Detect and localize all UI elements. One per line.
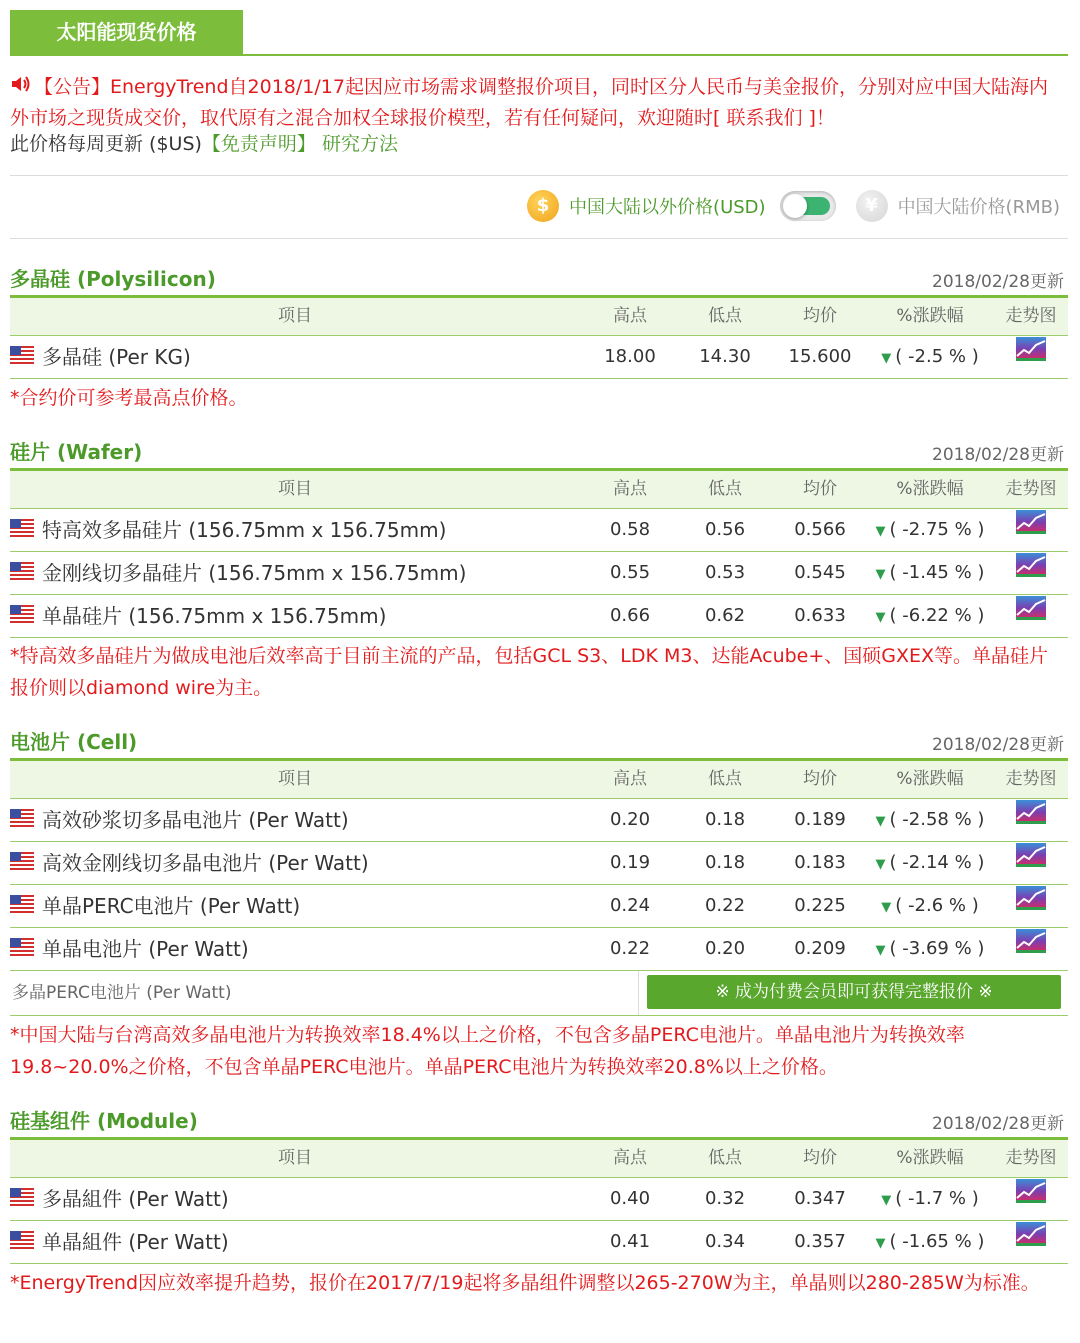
section-title: 硅基组件 (Module) [10,1109,198,1133]
row-label: 金刚线切多晶硅片 (156.75mm x 156.75mm) [42,561,467,585]
down-arrow-icon: ▼ [875,610,886,625]
table-header [10,1140,1068,1178]
down-arrow-icon: ▼ [875,857,886,872]
currency-toggle-area [527,188,1060,224]
row-name [10,1221,229,1263]
row-change [870,885,990,929]
page-title: 太阳能现货价格 [10,10,243,54]
footnote: *中国大陆与台湾高效多晶电池片为转换效率18.4%以上之价格，不包含多晶PERC电池片。单晶电池片为转换效率19.8~20.0%之价格，不包含单晶PERC电池片。单晶PERC电池片为转换效率20.8%以上之价格。 [10,1024,965,1078]
table-header [10,471,1068,509]
table-row [10,552,1068,595]
table-row [10,928,1068,971]
row-low: 0.32 [704,1188,746,1209]
section-cell [10,726,1068,1016]
row-name [10,552,466,594]
row-low: 0.20 [704,938,746,959]
usd-price-label[interactable]: 中国大陆以外价格(USD) [569,197,766,218]
row-change-value: ( -2.6 % ) [895,895,979,916]
table-row [10,1178,1068,1221]
us-flag-icon [10,885,34,927]
us-flag-icon [10,552,34,594]
trend-chart-icon[interactable] [1000,552,1062,594]
disclaimer-link[interactable]: 【免责声明】 [201,133,316,155]
row-label: 单晶組件 (Per Watt) [42,1230,229,1254]
us-flag-icon [10,1178,34,1220]
row-change-value: ( -2.5 % ) [895,346,979,367]
locked-row [10,971,1068,1016]
row-label: 单晶电池片 (Per Watt) [42,937,249,961]
col-trend: 走势图 [1005,769,1057,789]
row-low: 0.22 [704,895,746,916]
divider [10,238,1068,239]
row-low: 14.30 [699,346,751,367]
section-wafer [10,436,1068,636]
section-date: 2018/02/28更新 [932,1114,1064,1134]
trend-chart-icon[interactable] [1000,885,1062,927]
down-arrow-icon: ▼ [881,1193,892,1208]
trend-chart-icon[interactable] [1000,336,1062,378]
row-high: 0.66 [609,605,651,626]
row-low: 0.18 [704,852,746,873]
row-high: 0.40 [609,1188,651,1209]
down-arrow-icon: ▼ [875,524,886,539]
speaker-icon [10,72,34,103]
table-row [10,885,1068,928]
col-high: 高点 [613,1148,647,1168]
section-polysilicon [10,263,1068,369]
col-high: 高点 [613,769,647,789]
row-avg: 0.357 [794,1231,846,1252]
trend-chart-icon[interactable] [1000,842,1062,884]
table-row [10,1221,1068,1264]
row-change [870,595,990,639]
row-avg: 0.633 [794,605,846,626]
row-avg: 0.183 [794,852,846,873]
update-frequency: 此价格每周更新 ($US) [10,133,202,155]
us-flag-icon [10,336,34,378]
row-name [10,799,349,841]
row-label: 单晶PERC电池片 (Per Watt) [42,894,301,918]
table-row [10,509,1068,552]
row-change [870,509,990,553]
col-low: 低点 [708,1148,742,1168]
row-change-value: ( -6.22 % ) [889,605,985,626]
row-label: 多晶組件 (Per Watt) [42,1187,229,1211]
col-avg: 均价 [803,479,837,499]
col-high: 高点 [613,479,647,499]
col-high: 高点 [613,306,647,326]
col-item: 项目 [278,769,312,789]
col-low: 低点 [708,479,742,499]
col-avg: 均价 [803,306,837,326]
currency-toggle-switch[interactable] [780,191,836,221]
row-low: 0.53 [704,562,746,583]
col-change: %涨跌幅 [896,479,964,499]
divider [638,971,639,1015]
col-low: 低点 [708,306,742,326]
row-change-value: ( -2.75 % ) [889,519,985,540]
row-high: 0.20 [609,809,651,830]
become-member-button[interactable]: ※ 成为付费会员即可获得完整报价 ※ [647,975,1061,1009]
row-name [10,928,249,970]
down-arrow-icon: ▼ [881,351,892,366]
col-avg: 均价 [803,769,837,789]
section-module [10,1105,1068,1265]
us-flag-icon [10,1221,34,1263]
row-label: 单晶硅片 (156.75mm x 156.75mm) [42,604,387,628]
row-change [870,928,990,972]
row-low: 0.18 [704,809,746,830]
row-name [10,842,369,884]
down-arrow-icon: ▼ [875,814,886,829]
row-high: 0.41 [609,1231,651,1252]
trend-chart-icon[interactable] [1000,509,1062,551]
row-avg: 0.347 [794,1188,846,1209]
section-date: 2018/02/28更新 [932,445,1064,465]
row-change-value: ( -2.58 % ) [889,809,985,830]
row-name [10,885,300,927]
row-name [10,595,386,637]
row-change-value: ( -2.14 % ) [889,852,985,873]
row-avg: 0.189 [794,809,846,830]
table-row [10,336,1068,379]
row-label: 高效砂浆切多晶电池片 (Per Watt) [42,808,349,832]
col-trend: 走势图 [1005,1148,1057,1168]
yuan-coin-icon: ¥ [856,190,888,222]
contact-us-link[interactable]: [ 联系我们 ] [713,107,816,129]
table-row [10,799,1068,842]
row-high: 18.00 [604,346,656,367]
announcement-end: ！ [815,107,835,129]
table-header [10,298,1068,336]
table-row [10,842,1068,885]
col-item: 项目 [278,1148,312,1168]
col-change: %涨跌幅 [896,306,964,326]
header-bar [10,10,1068,56]
update-info [10,129,398,160]
row-avg: 0.566 [794,519,846,540]
col-avg: 均价 [803,1148,837,1168]
dollar-coin-icon: $ [527,190,559,222]
us-flag-icon [10,595,34,637]
row-high: 0.24 [609,895,651,916]
row-change [870,1221,990,1265]
row-change [870,1178,990,1222]
row-label: 高效金刚线切多晶电池片 (Per Watt) [42,851,369,875]
us-flag-icon [10,799,34,841]
announcement [10,72,1060,134]
row-change-value: ( -1.45 % ) [889,562,985,583]
announcement-text: 【公告】EnergyTrend自2018/1/17起因应市场需求调整报价项目，同时区分人民币与美金报价，分别对应中国大陆海内外市场之现货成交价，取代原有之混合加权全球报价模型，若有任何疑问，欢迎随时 [10,76,1048,129]
locked-row-label: 多晶PERC电池片 (Per Watt) [12,983,232,1003]
toggle-knob [783,194,807,218]
trend-chart-icon[interactable] [1000,799,1062,841]
down-arrow-icon: ▼ [875,1236,886,1251]
row-change-value: ( -3.69 % ) [889,938,985,959]
row-avg: 0.209 [794,938,846,959]
row-name [10,336,191,378]
row-label: 特高效多晶硅片 (156.75mm x 156.75mm) [42,518,447,542]
col-trend: 走势图 [1005,306,1057,326]
section-title: 电池片 (Cell) [10,730,138,754]
row-name [10,1178,229,1220]
col-item: 项目 [278,479,312,499]
row-avg: 15.600 [788,346,852,367]
us-flag-icon [10,509,34,551]
section-date: 2018/02/28更新 [932,272,1064,292]
row-change [870,842,990,886]
table-row [10,595,1068,638]
footnote: *特高效多晶硅片为做成电池后效率高于目前主流的产品，包括GCL S3、LDK M3、达能Acube+、国硕GXEX等。单晶硅片报价则以diamond wire为主。 [10,645,1049,699]
col-change: %涨跌幅 [896,769,964,789]
row-high: 0.55 [609,562,651,583]
section-title: 硅片 (Wafer) [10,440,143,464]
footnote: *EnergyTrend因应效率提升趋势，报价在2017/7/19起将多晶组件调整以265-270W为主，单晶则以280-285W为标准。 [10,1272,1040,1294]
down-arrow-icon: ▼ [875,943,886,958]
col-low: 低点 [708,769,742,789]
row-avg: 0.225 [794,895,846,916]
trend-chart-icon[interactable] [1000,1178,1062,1220]
row-low: 0.56 [704,519,746,540]
trend-chart-icon[interactable] [1000,928,1062,970]
us-flag-icon [10,842,34,884]
table-header [10,761,1068,799]
row-change [870,336,990,380]
row-high: 0.22 [609,938,651,959]
row-high: 0.58 [609,519,651,540]
row-name [10,509,446,551]
us-flag-icon [10,928,34,970]
col-trend: 走势图 [1005,479,1057,499]
row-avg: 0.545 [794,562,846,583]
trend-chart-icon[interactable] [1000,1221,1062,1263]
col-change: %涨跌幅 [896,1148,964,1168]
section-title: 多晶硅 (Polysilicon) [10,267,216,291]
row-low: 0.34 [704,1231,746,1252]
section-date: 2018/02/28更新 [932,735,1064,755]
row-low: 0.62 [704,605,746,626]
row-change [870,552,990,596]
methodology-link[interactable]: 研究方法 [321,133,398,155]
trend-chart-icon[interactable] [1000,595,1062,637]
row-change [870,799,990,843]
down-arrow-icon: ▼ [875,567,886,582]
row-label: 多晶硅 (Per KG) [42,345,191,369]
footnote: *合约价可参考最高点价格。 [10,387,248,409]
row-change-value: ( -1.7 % ) [895,1188,979,1209]
rmb-price-label[interactable]: 中国大陆价格(RMB) [897,197,1060,218]
divider [10,175,1068,176]
down-arrow-icon: ▼ [881,900,892,915]
row-high: 0.19 [609,852,651,873]
row-change-value: ( -1.65 % ) [889,1231,985,1252]
col-item: 项目 [278,306,312,326]
